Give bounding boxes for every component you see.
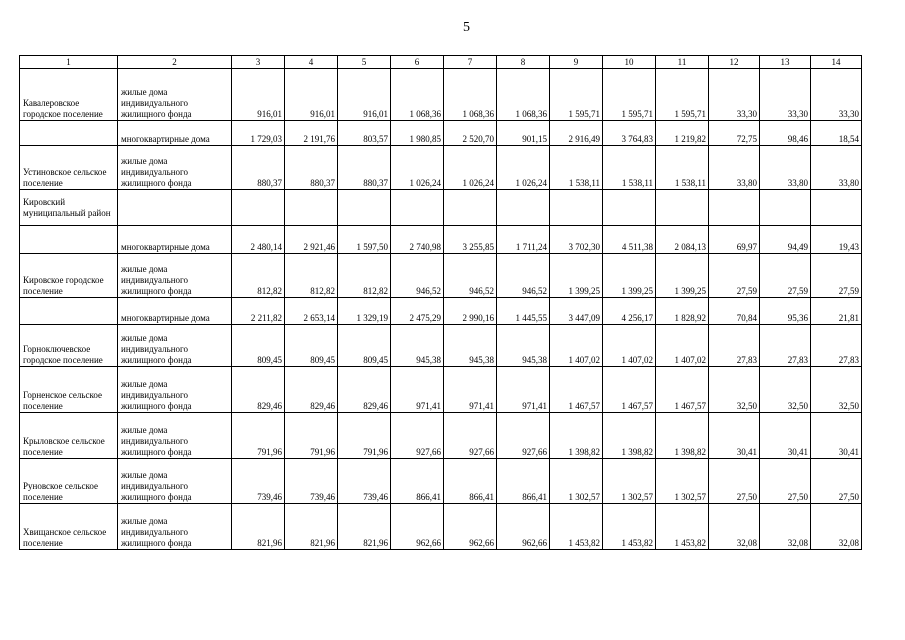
- column-header: 11: [656, 56, 709, 69]
- value-cell: 27,83: [760, 325, 811, 367]
- value-cell: 72,75: [709, 121, 760, 146]
- value-cell: 3 447,09: [550, 298, 603, 325]
- value-cell: 971,41: [391, 367, 444, 413]
- value-cell: 880,37: [285, 146, 338, 190]
- housing-type-cell: многоквартирные дома: [118, 226, 232, 254]
- value-cell: 1 399,25: [550, 254, 603, 298]
- value-cell: 1 329,19: [338, 298, 391, 325]
- value-cell: 809,45: [285, 325, 338, 367]
- value-cell: 32,08: [760, 504, 811, 550]
- municipality-cell: [20, 226, 118, 254]
- value-cell: 4 511,38: [603, 226, 656, 254]
- value-cell: 1 538,11: [550, 146, 603, 190]
- value-cell: 27,50: [760, 459, 811, 504]
- column-header: 12: [709, 56, 760, 69]
- table-row: [20, 325, 862, 367]
- value-cell: 812,82: [338, 254, 391, 298]
- value-cell: 1 068,36: [497, 69, 550, 121]
- value-cell: 866,41: [497, 459, 550, 504]
- value-cell: 33,80: [811, 146, 862, 190]
- value-cell: 32,50: [760, 367, 811, 413]
- column-header: 3: [232, 56, 285, 69]
- column-header: 9: [550, 56, 603, 69]
- value-cell: [285, 190, 338, 226]
- value-cell: 829,46: [338, 367, 391, 413]
- table-row: [20, 190, 862, 226]
- value-cell: 791,96: [285, 413, 338, 459]
- value-cell: 1 453,82: [656, 504, 709, 550]
- value-cell: 803,57: [338, 121, 391, 146]
- municipality-cell: [20, 121, 118, 146]
- value-cell: 2 520,70: [444, 121, 497, 146]
- value-cell: 95,36: [760, 298, 811, 325]
- value-cell: 829,46: [285, 367, 338, 413]
- column-header: 2: [118, 56, 232, 69]
- column-header: 10: [603, 56, 656, 69]
- value-cell: [709, 190, 760, 226]
- municipality-cell: Кировский муниципальный район: [20, 190, 118, 226]
- value-cell: [338, 190, 391, 226]
- column-header: 14: [811, 56, 862, 69]
- value-cell: 33,80: [709, 146, 760, 190]
- value-cell: 880,37: [338, 146, 391, 190]
- value-cell: [497, 190, 550, 226]
- value-cell: 2 084,13: [656, 226, 709, 254]
- value-cell: 821,96: [338, 504, 391, 550]
- table-row: [20, 121, 862, 146]
- value-cell: 32,50: [811, 367, 862, 413]
- value-cell: 1 597,50: [338, 226, 391, 254]
- municipality-cell: Кировское городское поселение: [20, 254, 118, 298]
- value-cell: 945,38: [444, 325, 497, 367]
- value-cell: 927,66: [497, 413, 550, 459]
- value-cell: 30,41: [760, 413, 811, 459]
- value-cell: 2 653,14: [285, 298, 338, 325]
- value-cell: 791,96: [232, 413, 285, 459]
- value-cell: [232, 190, 285, 226]
- value-cell: 27,59: [811, 254, 862, 298]
- value-cell: 33,30: [811, 69, 862, 121]
- table-header-row: [20, 56, 862, 69]
- table-row: [20, 459, 862, 504]
- value-cell: 916,01: [285, 69, 338, 121]
- table-row: [20, 146, 862, 190]
- value-cell: 1 068,36: [391, 69, 444, 121]
- value-cell: 739,46: [338, 459, 391, 504]
- value-cell: 945,38: [497, 325, 550, 367]
- table-row: [20, 69, 862, 121]
- value-cell: 27,59: [760, 254, 811, 298]
- value-cell: 18,54: [811, 121, 862, 146]
- value-cell: 739,46: [232, 459, 285, 504]
- value-cell: 1 399,25: [656, 254, 709, 298]
- value-cell: 1 026,24: [444, 146, 497, 190]
- table-row: [20, 254, 862, 298]
- value-cell: 1 980,85: [391, 121, 444, 146]
- value-cell: 829,46: [232, 367, 285, 413]
- value-cell: 971,41: [444, 367, 497, 413]
- value-cell: 1 399,25: [603, 254, 656, 298]
- value-cell: 21,81: [811, 298, 862, 325]
- value-cell: 1 398,82: [550, 413, 603, 459]
- table-row: [20, 504, 862, 550]
- value-cell: 1 407,02: [603, 325, 656, 367]
- value-cell: 1 302,57: [603, 459, 656, 504]
- value-cell: 27,59: [709, 254, 760, 298]
- value-cell: 1 398,82: [656, 413, 709, 459]
- value-cell: 739,46: [285, 459, 338, 504]
- housing-type-cell: жилые дома индивидуального жилищного фонда: [118, 367, 232, 413]
- value-cell: 1 711,24: [497, 226, 550, 254]
- municipality-cell: Руновское сельское поселение: [20, 459, 118, 504]
- value-cell: 916,01: [232, 69, 285, 121]
- tariff-table: [19, 55, 862, 550]
- value-cell: 1 595,71: [656, 69, 709, 121]
- value-cell: 1 026,24: [497, 146, 550, 190]
- value-cell: 962,66: [391, 504, 444, 550]
- value-cell: 866,41: [391, 459, 444, 504]
- value-cell: 821,96: [232, 504, 285, 550]
- value-cell: 2 916,49: [550, 121, 603, 146]
- value-cell: 98,46: [760, 121, 811, 146]
- value-cell: 1 026,24: [391, 146, 444, 190]
- value-cell: [444, 190, 497, 226]
- value-cell: 1 467,57: [550, 367, 603, 413]
- housing-type-cell: жилые дома индивидуального жилищного фонда: [118, 69, 232, 121]
- municipality-cell: Крыловское сельское поселение: [20, 413, 118, 459]
- value-cell: 1 398,82: [603, 413, 656, 459]
- value-cell: 1 729,03: [232, 121, 285, 146]
- value-cell: 1 595,71: [550, 69, 603, 121]
- housing-type-cell: жилые дома индивидуального жилищного фонда: [118, 146, 232, 190]
- housing-type-cell: жилые дома индивидуального жилищного фонда: [118, 459, 232, 504]
- column-header: 5: [338, 56, 391, 69]
- value-cell: 1 407,02: [550, 325, 603, 367]
- column-header: 4: [285, 56, 338, 69]
- value-cell: 1 445,55: [497, 298, 550, 325]
- value-cell: 962,66: [497, 504, 550, 550]
- value-cell: 946,52: [444, 254, 497, 298]
- value-cell: 1 302,57: [656, 459, 709, 504]
- value-cell: 33,30: [760, 69, 811, 121]
- value-cell: 945,38: [391, 325, 444, 367]
- value-cell: 971,41: [497, 367, 550, 413]
- value-cell: 94,49: [760, 226, 811, 254]
- value-cell: 32,50: [709, 367, 760, 413]
- housing-type-cell: [118, 190, 232, 226]
- value-cell: 27,83: [811, 325, 862, 367]
- page-number: 5: [463, 20, 470, 35]
- value-cell: 927,66: [391, 413, 444, 459]
- value-cell: 3 255,85: [444, 226, 497, 254]
- value-cell: 962,66: [444, 504, 497, 550]
- value-cell: 2 921,46: [285, 226, 338, 254]
- housing-type-cell: многоквартирные дома: [118, 298, 232, 325]
- value-cell: [760, 190, 811, 226]
- value-cell: 30,41: [709, 413, 760, 459]
- value-cell: [656, 190, 709, 226]
- value-cell: 946,52: [391, 254, 444, 298]
- value-cell: 866,41: [444, 459, 497, 504]
- value-cell: 1 828,92: [656, 298, 709, 325]
- value-cell: 901,15: [497, 121, 550, 146]
- value-cell: 809,45: [232, 325, 285, 367]
- value-cell: 30,41: [811, 413, 862, 459]
- table-row: [20, 226, 862, 254]
- value-cell: 1 453,82: [550, 504, 603, 550]
- value-cell: 32,08: [709, 504, 760, 550]
- value-cell: 32,08: [811, 504, 862, 550]
- value-cell: 1 407,02: [656, 325, 709, 367]
- value-cell: 27,83: [709, 325, 760, 367]
- value-cell: [603, 190, 656, 226]
- column-header: 6: [391, 56, 444, 69]
- value-cell: 2 475,29: [391, 298, 444, 325]
- housing-type-cell: жилые дома индивидуального жилищного фонда: [118, 325, 232, 367]
- value-cell: 27,50: [709, 459, 760, 504]
- value-cell: 33,30: [709, 69, 760, 121]
- value-cell: 69,97: [709, 226, 760, 254]
- municipality-cell: [20, 298, 118, 325]
- value-cell: [550, 190, 603, 226]
- column-header: 8: [497, 56, 550, 69]
- value-cell: 70,84: [709, 298, 760, 325]
- value-cell: 880,37: [232, 146, 285, 190]
- value-cell: 927,66: [444, 413, 497, 459]
- value-cell: 1 467,57: [656, 367, 709, 413]
- municipality-cell: Хвищанское сельское поселение: [20, 504, 118, 550]
- value-cell: 19,43: [811, 226, 862, 254]
- value-cell: 1 595,71: [603, 69, 656, 121]
- value-cell: 1 453,82: [603, 504, 656, 550]
- value-cell: 2 480,14: [232, 226, 285, 254]
- value-cell: 1 538,11: [656, 146, 709, 190]
- value-cell: 1 302,57: [550, 459, 603, 504]
- value-cell: 27,50: [811, 459, 862, 504]
- column-header: 13: [760, 56, 811, 69]
- value-cell: 916,01: [338, 69, 391, 121]
- value-cell: 2 990,16: [444, 298, 497, 325]
- municipality-cell: Горненское сельское поселение: [20, 367, 118, 413]
- value-cell: 821,96: [285, 504, 338, 550]
- value-cell: [811, 190, 862, 226]
- value-cell: 809,45: [338, 325, 391, 367]
- value-cell: 812,82: [285, 254, 338, 298]
- column-header: 7: [444, 56, 497, 69]
- value-cell: 2 740,98: [391, 226, 444, 254]
- housing-type-cell: жилые дома индивидуального жилищного фонда: [118, 254, 232, 298]
- value-cell: 1 538,11: [603, 146, 656, 190]
- municipality-cell: Кавалеровское городское поселение: [20, 69, 118, 121]
- housing-type-cell: многоквартирные дома: [118, 121, 232, 146]
- housing-type-cell: жилые дома индивидуального жилищного фонда: [118, 413, 232, 459]
- municipality-cell: Устиновское сельское поселение: [20, 146, 118, 190]
- value-cell: 812,82: [232, 254, 285, 298]
- value-cell: 33,80: [760, 146, 811, 190]
- value-cell: 1 467,57: [603, 367, 656, 413]
- value-cell: 946,52: [497, 254, 550, 298]
- value-cell: 3 702,30: [550, 226, 603, 254]
- value-cell: 2 211,82: [232, 298, 285, 325]
- value-cell: 3 764,83: [603, 121, 656, 146]
- value-cell: 1 219,82: [656, 121, 709, 146]
- table-row: [20, 413, 862, 459]
- value-cell: 791,96: [338, 413, 391, 459]
- housing-type-cell: жилые дома индивидуального жилищного фонда: [118, 504, 232, 550]
- value-cell: 1 068,36: [444, 69, 497, 121]
- value-cell: 2 191,76: [285, 121, 338, 146]
- value-cell: 4 256,17: [603, 298, 656, 325]
- column-header: 1: [20, 56, 118, 69]
- table-row: [20, 298, 862, 325]
- value-cell: [391, 190, 444, 226]
- table-row: [20, 367, 862, 413]
- municipality-cell: Горноключевское городское поселение: [20, 325, 118, 367]
